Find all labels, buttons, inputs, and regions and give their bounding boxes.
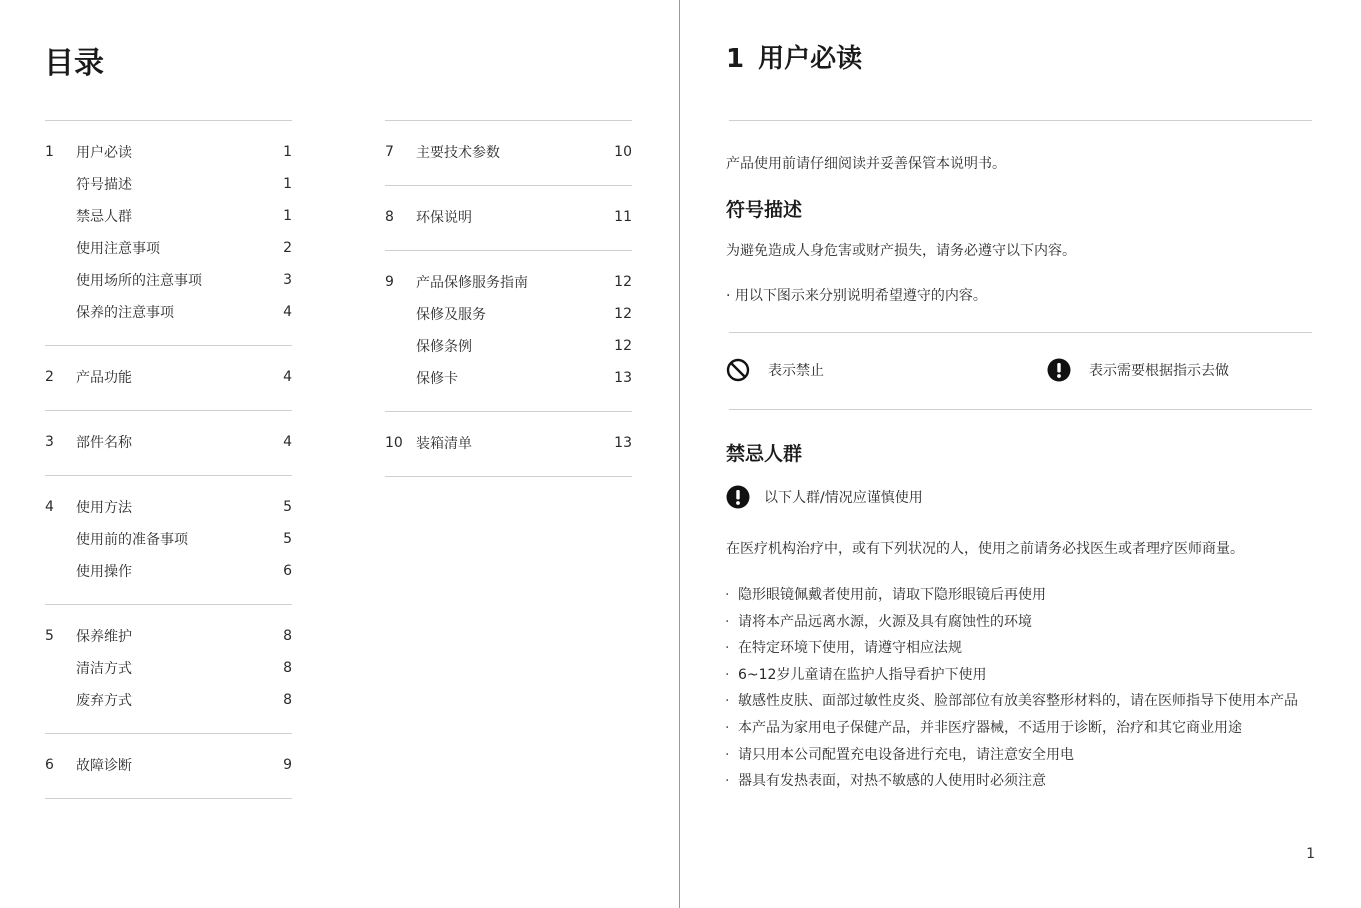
toc-section bbox=[45, 733, 292, 799]
toc-entry-text: 使用方法 bbox=[76, 500, 132, 516]
symbols-divider-top bbox=[729, 332, 1312, 333]
toc-entry-text: 禁忌人群 bbox=[76, 209, 132, 225]
caution-icon bbox=[726, 485, 750, 509]
toc-entry-page: 8 bbox=[283, 692, 292, 708]
toc-section bbox=[385, 411, 632, 477]
toc-entry[interactable] bbox=[45, 136, 292, 168]
title-divider bbox=[729, 120, 1312, 121]
symbol-mandatory bbox=[1047, 358, 1229, 382]
toc-entry-text: 保修卡 bbox=[416, 371, 458, 387]
toc-entry-number: 6 bbox=[45, 757, 54, 773]
toc-entry-page: 4 bbox=[283, 434, 292, 450]
toc-entry-page: 8 bbox=[283, 628, 292, 644]
toc-section bbox=[45, 410, 292, 475]
toc-column-1 bbox=[45, 120, 292, 799]
toc-entry[interactable] bbox=[45, 620, 292, 652]
toc-entry-text: 清洁方式 bbox=[76, 661, 132, 677]
mandatory-icon bbox=[1047, 358, 1071, 382]
toc-entry-text: 故障诊断 bbox=[76, 758, 132, 774]
toc-entry-text: 使用操作 bbox=[76, 564, 132, 580]
symbol-legend bbox=[726, 356, 1312, 386]
toc-entry[interactable] bbox=[45, 200, 292, 232]
contraindication-list bbox=[725, 582, 1315, 795]
toc-entry[interactable] bbox=[45, 232, 292, 264]
toc-entry-number: 4 bbox=[45, 499, 54, 515]
contraindications-heading: 禁忌人群 bbox=[726, 443, 803, 465]
toc-entry-text: 使用场所的注意事项 bbox=[76, 273, 202, 289]
toc-entry[interactable] bbox=[45, 168, 292, 200]
toc-section bbox=[385, 185, 632, 250]
toc-entry-number: 7 bbox=[385, 144, 394, 160]
chapter-page bbox=[681, 0, 1361, 908]
toc-entry[interactable] bbox=[385, 427, 632, 459]
toc-entry-number: 1 bbox=[45, 144, 54, 160]
toc-entry[interactable] bbox=[45, 361, 292, 393]
toc-entry-page: 10 bbox=[614, 144, 632, 160]
symbol-prohibit-label: 表示禁止 bbox=[768, 363, 824, 379]
caution-row bbox=[726, 485, 923, 509]
list-item: · 6~12岁儿童请在监护人指导看护下使用 bbox=[725, 662, 1315, 689]
toc-section bbox=[45, 604, 292, 733]
toc-entry-number: 2 bbox=[45, 369, 54, 385]
symbol-mandatory-label: 表示需要根据指示去做 bbox=[1089, 363, 1229, 379]
toc-section bbox=[385, 120, 632, 185]
toc-entry[interactable] bbox=[45, 426, 292, 458]
list-item: · 敏感性皮肤、面部过敏性皮炎、脸部部位有放美容整形材料的，请在医师指导下使用本产品 bbox=[725, 688, 1315, 715]
toc-entry-number: 5 bbox=[45, 628, 54, 644]
caution-paragraph: 在医疗机构治疗中，或有下列状况的人，使用之前请务必找医生或者理疗医师商量。 bbox=[726, 541, 1244, 557]
list-item: · 本产品为家用电子保健产品，并非医疗器械，不适用于诊断，治疗和其它商业用途 bbox=[725, 715, 1315, 742]
prohibit-icon bbox=[726, 358, 750, 382]
toc-entry-text: 装箱清单 bbox=[416, 436, 472, 452]
toc-entry-page: 3 bbox=[283, 272, 292, 288]
toc-entry-page: 1 bbox=[283, 208, 292, 224]
toc-entry-page: 1 bbox=[283, 144, 292, 160]
toc-entry[interactable] bbox=[385, 136, 632, 168]
toc-entry[interactable] bbox=[45, 684, 292, 716]
caution-label: 以下人群/情况应谨慎使用 bbox=[764, 490, 923, 506]
toc-entry-number: 9 bbox=[385, 274, 394, 290]
toc-entry[interactable] bbox=[385, 330, 632, 362]
toc-section bbox=[385, 250, 632, 411]
symbols-divider-bottom bbox=[729, 409, 1312, 410]
chapter-number: 1 bbox=[726, 44, 745, 74]
toc-entry-text: 用户必读 bbox=[76, 145, 132, 161]
toc-entry[interactable] bbox=[45, 491, 292, 523]
toc-entry-text: 保修条例 bbox=[416, 339, 472, 355]
toc-entry-page: 2 bbox=[283, 240, 292, 256]
toc-entry[interactable] bbox=[385, 298, 632, 330]
toc-entry-page: 9 bbox=[283, 757, 292, 773]
toc-entry-text: 产品保修服务指南 bbox=[416, 275, 528, 291]
toc-entry-text: 废弃方式 bbox=[76, 693, 132, 709]
toc-entry-page: 6 bbox=[283, 563, 292, 579]
symbols-heading: 符号描述 bbox=[726, 199, 803, 221]
toc-entry[interactable] bbox=[45, 652, 292, 684]
toc-entry[interactable] bbox=[385, 362, 632, 394]
toc-entry-text: 使用注意事项 bbox=[76, 241, 160, 257]
toc-entry-page: 11 bbox=[614, 209, 632, 225]
list-item: · 请将本产品远离水源，火源及具有腐蚀性的环境 bbox=[725, 609, 1315, 636]
toc-section bbox=[45, 345, 292, 410]
toc-entry[interactable] bbox=[45, 296, 292, 328]
toc-entry-page: 12 bbox=[614, 274, 632, 290]
symbols-text: 为避免造成人身危害或财产损失，请务必遵守以下内容。 bbox=[726, 243, 1076, 259]
toc-entry-page: 4 bbox=[283, 304, 292, 320]
intro-text: 产品使用前请仔细阅读并妥善保管本说明书。 bbox=[726, 156, 1006, 172]
toc-entry-text: 部件名称 bbox=[76, 435, 132, 451]
list-item: · 请只用本公司配置充电设备进行充电，请注意安全用电 bbox=[725, 742, 1315, 769]
toc-entry-text: 使用前的准备事项 bbox=[76, 532, 188, 548]
toc-entry-page: 12 bbox=[614, 306, 632, 322]
toc-entry-text: 保修及服务 bbox=[416, 307, 486, 323]
toc-entry-text: 主要技术参数 bbox=[416, 145, 500, 161]
toc-section bbox=[45, 120, 292, 345]
chapter-title-text: 用户必读 bbox=[758, 44, 863, 74]
toc-entry-number: 10 bbox=[385, 435, 403, 451]
toc-entry[interactable] bbox=[385, 266, 632, 298]
toc-entry-page: 5 bbox=[283, 531, 292, 547]
toc-entry-text: 符号描述 bbox=[76, 177, 132, 193]
page-number: 1 bbox=[1306, 846, 1315, 862]
toc-entry-page: 5 bbox=[283, 499, 292, 515]
toc-entry-text: 环保说明 bbox=[416, 210, 472, 226]
toc-entry[interactable] bbox=[45, 555, 292, 587]
toc-entry-text: 保养的注意事项 bbox=[76, 305, 174, 321]
toc-section bbox=[45, 475, 292, 604]
symbols-note: · 用以下图示来分别说明希望遵守的内容。 bbox=[726, 288, 987, 304]
toc-entry-page: 13 bbox=[614, 370, 632, 386]
toc-title: 目录 bbox=[44, 46, 104, 81]
toc-entry[interactable] bbox=[45, 523, 292, 555]
list-item: · 隐形眼镜佩戴者使用前，请取下隐形眼镜后再使用 bbox=[725, 582, 1315, 609]
toc-entry-text: 产品功能 bbox=[76, 370, 132, 386]
toc-entry-text: 保养维护 bbox=[76, 629, 132, 645]
toc-page bbox=[0, 0, 680, 908]
symbol-prohibit bbox=[726, 358, 824, 382]
toc-entry[interactable] bbox=[45, 749, 292, 781]
toc-entry-page: 12 bbox=[614, 338, 632, 354]
list-item: · 在特定环境下使用，请遵守相应法规 bbox=[725, 635, 1315, 662]
toc-entry-page: 1 bbox=[283, 176, 292, 192]
toc-entry-page: 13 bbox=[614, 435, 632, 451]
toc-entry-page: 4 bbox=[283, 369, 292, 385]
toc-entry-number: 3 bbox=[45, 434, 54, 450]
toc-entry-number: 8 bbox=[385, 209, 394, 225]
toc-entry[interactable] bbox=[45, 264, 292, 296]
toc-entry-page: 8 bbox=[283, 660, 292, 676]
toc-entry[interactable] bbox=[385, 201, 632, 233]
toc-column-2 bbox=[385, 120, 632, 477]
list-item: · 器具有发热表面，对热不敏感的人使用时必须注意 bbox=[725, 768, 1315, 795]
chapter-title bbox=[726, 38, 862, 75]
